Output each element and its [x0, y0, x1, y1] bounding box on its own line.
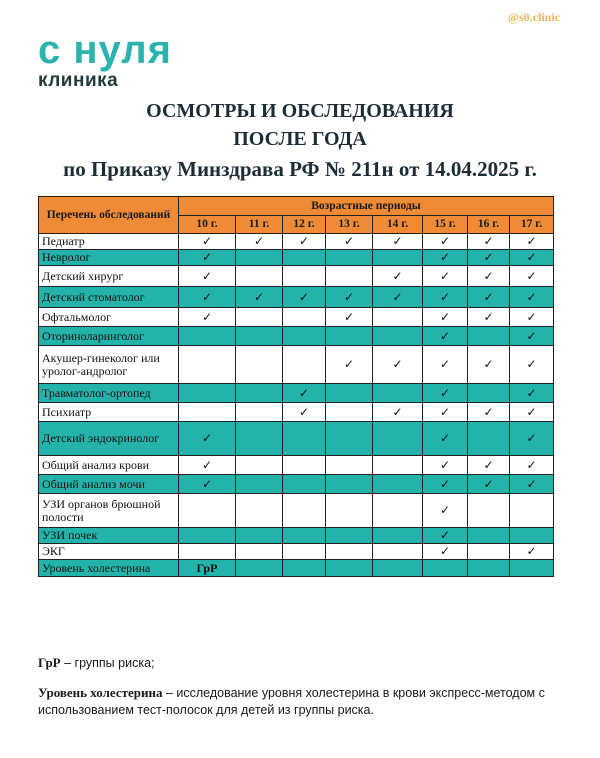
check-icon	[423, 234, 468, 250]
check-icon	[236, 287, 283, 308]
check-mark: ✓	[201, 476, 213, 491]
check-icon	[423, 250, 468, 266]
empty-cell	[373, 250, 423, 266]
empty-cell	[468, 384, 510, 403]
check-mark: ✓	[439, 250, 451, 264]
check-icon	[179, 308, 236, 327]
check-mark: ✓	[483, 457, 494, 472]
exam-name: Общий анализ мочи	[39, 475, 179, 494]
check-icon	[373, 287, 423, 308]
risk-group-mark	[179, 560, 236, 577]
check-icon	[423, 456, 468, 475]
check-mark: ✓	[343, 357, 355, 371]
exam-name: Травматолог-ортопед	[39, 384, 179, 403]
age-header: 15 г.	[423, 215, 468, 234]
empty-cell	[326, 560, 373, 577]
check-icon	[423, 346, 468, 384]
check-icon	[236, 234, 283, 250]
exam-name: Детский стоматолог	[39, 287, 179, 308]
table-row	[39, 403, 554, 422]
check-icon	[373, 266, 423, 287]
empty-cell	[236, 560, 283, 577]
empty-cell	[179, 403, 236, 422]
check-icon	[283, 384, 326, 403]
column-header-exams: Перечень обследований	[39, 197, 179, 234]
exam-name: УЗИ органов брюшной полости	[39, 494, 179, 528]
age-header: 14 г.	[373, 215, 423, 234]
check-mark: ✓	[253, 289, 265, 304]
exam-name: Невролог	[39, 250, 179, 266]
check-icon	[179, 456, 236, 475]
exam-name: Офтальмолог	[39, 308, 179, 327]
check-mark: ✓	[526, 357, 537, 371]
check-icon	[468, 266, 510, 287]
check-icon	[179, 266, 236, 287]
check-icon	[179, 250, 236, 266]
empty-cell	[326, 456, 373, 475]
check-icon	[326, 287, 373, 308]
empty-cell	[468, 560, 510, 577]
exam-schedule-table	[38, 196, 554, 577]
empty-cell	[283, 528, 326, 544]
check-icon	[510, 403, 554, 422]
empty-cell	[373, 528, 423, 544]
check-mark: ✓	[483, 404, 494, 419]
age-header: 10 г.	[179, 215, 236, 234]
check-icon	[179, 287, 236, 308]
check-icon	[179, 422, 236, 456]
empty-cell	[283, 422, 326, 456]
table-row	[39, 308, 554, 327]
empty-cell	[179, 346, 236, 384]
check-mark: ✓	[526, 268, 537, 283]
empty-cell	[510, 494, 554, 528]
check-mark: ✓	[439, 328, 451, 343]
table-row	[39, 234, 554, 250]
column-header-periods: Возрастные периоды	[179, 197, 554, 216]
check-mark: ✓	[439, 309, 451, 324]
check-mark: ✓	[201, 309, 213, 324]
empty-cell	[326, 422, 373, 456]
check-icon	[510, 544, 554, 560]
empty-cell	[283, 494, 326, 528]
check-mark: ✓	[439, 234, 451, 248]
check-mark: ✓	[439, 544, 451, 558]
check-icon	[423, 475, 468, 494]
check-mark: ✓	[526, 476, 537, 491]
check-icon	[510, 250, 554, 266]
empty-cell	[236, 403, 283, 422]
check-mark: ✓	[343, 309, 355, 324]
note-cholesterol-term: Уровень холестерина	[38, 685, 163, 700]
note-risk-group-term: ГрР	[38, 655, 61, 670]
check-icon	[510, 308, 554, 327]
empty-cell	[283, 475, 326, 494]
empty-cell	[326, 494, 373, 528]
empty-cell	[373, 494, 423, 528]
empty-cell	[326, 384, 373, 403]
check-mark: ✓	[201, 268, 213, 283]
risk-group-label: ГрР	[196, 560, 218, 575]
instagram-handle: @s0.clinic	[507, 10, 560, 24]
check-mark: ✓	[483, 309, 494, 324]
check-icon	[373, 234, 423, 250]
empty-cell	[179, 544, 236, 560]
age-header: 12 г.	[283, 215, 326, 234]
check-icon	[423, 422, 468, 456]
empty-cell	[179, 528, 236, 544]
check-icon	[283, 287, 326, 308]
exam-name: Уровень холестерина	[39, 560, 179, 577]
check-icon	[468, 475, 510, 494]
exam-name: Психиатр	[39, 403, 179, 422]
check-icon	[468, 403, 510, 422]
empty-cell	[179, 384, 236, 403]
empty-cell	[236, 250, 283, 266]
note-risk-group-text: – группы риска;	[60, 656, 155, 670]
check-mark: ✓	[201, 457, 213, 472]
empty-cell	[283, 250, 326, 266]
check-icon	[510, 422, 554, 456]
check-icon	[423, 528, 468, 544]
check-mark: ✓	[392, 357, 403, 371]
empty-cell	[510, 560, 554, 577]
check-mark: ✓	[343, 234, 355, 248]
exam-name: Акушер-гинеколог или уролог-андролог	[39, 346, 179, 384]
exam-name: УЗИ почек	[39, 528, 179, 544]
check-icon	[468, 250, 510, 266]
table-row	[39, 544, 554, 560]
empty-cell	[373, 384, 423, 403]
check-icon	[468, 234, 510, 250]
check-icon	[510, 475, 554, 494]
empty-cell	[236, 475, 283, 494]
check-mark: ✓	[439, 528, 451, 542]
check-icon	[510, 384, 554, 403]
empty-cell	[326, 250, 373, 266]
empty-cell	[373, 308, 423, 327]
check-mark: ✓	[201, 431, 213, 445]
note-cholesterol	[38, 684, 558, 719]
page-title-line3: по Приказу Минздрава РФ № 211н от 14.04.2025 г.	[63, 157, 537, 181]
check-mark: ✓	[526, 234, 537, 248]
table-row	[39, 528, 554, 544]
exam-name: Детский эндокринолог	[39, 422, 179, 456]
check-mark: ✓	[201, 250, 213, 264]
check-mark: ✓	[526, 431, 537, 445]
check-icon	[179, 234, 236, 250]
empty-cell	[373, 456, 423, 475]
table-row	[39, 456, 554, 475]
check-mark: ✓	[439, 457, 451, 472]
empty-cell	[373, 475, 423, 494]
table-row	[39, 422, 554, 456]
age-header: 16 г.	[468, 215, 510, 234]
empty-cell	[236, 346, 283, 384]
exam-name: Детский хирург	[39, 266, 179, 287]
check-mark: ✓	[526, 544, 537, 558]
empty-cell	[236, 266, 283, 287]
logo-sub-text: клиника	[38, 70, 119, 91]
empty-cell	[236, 528, 283, 544]
check-mark: ✓	[439, 476, 451, 491]
empty-cell	[326, 327, 373, 346]
check-mark: ✓	[201, 234, 213, 248]
check-mark: ✓	[392, 404, 403, 419]
check-icon	[423, 544, 468, 560]
check-mark: ✓	[439, 268, 451, 283]
table-row	[39, 287, 554, 308]
check-mark: ✓	[343, 289, 355, 304]
check-mark: ✓	[483, 250, 494, 264]
empty-cell	[326, 475, 373, 494]
check-icon	[468, 308, 510, 327]
note-risk-group	[38, 655, 155, 671]
clinic-logo	[38, 30, 172, 92]
table-row	[39, 346, 554, 384]
page-title-line2: ПОСЛЕ ГОДА	[233, 128, 367, 150]
check-mark: ✓	[483, 476, 494, 491]
check-mark: ✓	[526, 289, 537, 304]
empty-cell	[326, 266, 373, 287]
check-icon	[423, 494, 468, 528]
empty-cell	[283, 544, 326, 560]
check-mark: ✓	[439, 503, 451, 517]
check-icon	[373, 346, 423, 384]
empty-cell	[468, 494, 510, 528]
empty-cell	[179, 327, 236, 346]
empty-cell	[236, 327, 283, 346]
age-header: 11 г.	[236, 215, 283, 234]
check-icon	[510, 287, 554, 308]
check-mark: ✓	[526, 328, 537, 343]
check-icon	[468, 287, 510, 308]
check-mark: ✓	[298, 385, 310, 400]
empty-cell	[373, 327, 423, 346]
empty-cell	[179, 494, 236, 528]
check-mark: ✓	[298, 404, 310, 419]
empty-cell	[373, 422, 423, 456]
empty-cell	[283, 327, 326, 346]
empty-cell	[236, 456, 283, 475]
empty-cell	[468, 327, 510, 346]
empty-cell	[236, 308, 283, 327]
check-icon	[326, 308, 373, 327]
check-mark: ✓	[392, 268, 403, 283]
check-mark: ✓	[439, 289, 451, 304]
empty-cell	[236, 544, 283, 560]
check-mark: ✓	[526, 309, 537, 324]
check-mark: ✓	[526, 457, 537, 472]
check-mark: ✓	[483, 234, 494, 248]
check-icon	[510, 234, 554, 250]
check-mark: ✓	[483, 289, 494, 304]
empty-cell	[373, 560, 423, 577]
empty-cell	[468, 544, 510, 560]
exam-name: ЭКГ	[39, 544, 179, 560]
table-row	[39, 250, 554, 266]
check-icon	[468, 456, 510, 475]
check-mark: ✓	[483, 268, 494, 283]
table-row	[39, 266, 554, 287]
check-icon	[423, 287, 468, 308]
check-icon	[423, 266, 468, 287]
table-row	[39, 384, 554, 403]
check-icon	[423, 327, 468, 346]
check-icon	[179, 475, 236, 494]
check-icon	[510, 266, 554, 287]
empty-cell	[510, 528, 554, 544]
table-row	[39, 327, 554, 346]
check-mark: ✓	[392, 289, 403, 304]
check-mark: ✓	[392, 234, 403, 248]
empty-cell	[283, 560, 326, 577]
check-mark: ✓	[298, 234, 310, 248]
check-mark: ✓	[298, 289, 310, 304]
exam-name: Оториноларинголог	[39, 327, 179, 346]
empty-cell	[236, 422, 283, 456]
check-icon	[423, 308, 468, 327]
empty-cell	[326, 403, 373, 422]
check-icon	[373, 403, 423, 422]
note-cholesterol-text: – исследование уровня холестерина в крови экспресс-методом с использованием тест-полосок для детей из группы риска.	[38, 686, 545, 717]
empty-cell	[326, 544, 373, 560]
page-title-line1: ОСМОТРЫ И ОБСЛЕДОВАНИЯ	[146, 100, 454, 122]
empty-cell	[283, 346, 326, 384]
check-icon	[510, 327, 554, 346]
empty-cell	[326, 528, 373, 544]
exam-name: Общий анализ крови	[39, 456, 179, 475]
check-mark: ✓	[439, 404, 451, 419]
check-mark: ✓	[526, 404, 537, 419]
check-icon	[283, 403, 326, 422]
check-icon	[510, 346, 554, 384]
exam-name: Педиатр	[39, 234, 179, 250]
empty-cell	[373, 544, 423, 560]
table-row	[39, 494, 554, 528]
check-mark: ✓	[439, 357, 451, 371]
check-icon	[283, 234, 326, 250]
check-icon	[468, 346, 510, 384]
empty-cell	[423, 560, 468, 577]
check-icon	[510, 456, 554, 475]
check-mark: ✓	[439, 385, 451, 400]
age-header: 17 г.	[510, 215, 554, 234]
check-icon	[326, 234, 373, 250]
check-icon	[423, 403, 468, 422]
table-row	[39, 560, 554, 577]
check-mark: ✓	[439, 431, 451, 445]
check-mark: ✓	[253, 234, 265, 248]
check-icon	[326, 346, 373, 384]
empty-cell	[468, 528, 510, 544]
check-icon	[423, 384, 468, 403]
check-mark: ✓	[526, 385, 537, 400]
empty-cell	[283, 266, 326, 287]
empty-cell	[283, 308, 326, 327]
empty-cell	[236, 494, 283, 528]
check-mark: ✓	[201, 289, 213, 304]
check-mark: ✓	[483, 357, 494, 371]
empty-cell	[283, 456, 326, 475]
table-row	[39, 475, 554, 494]
empty-cell	[468, 422, 510, 456]
logo-main-text: с нуля	[38, 28, 172, 72]
age-header: 13 г.	[326, 215, 373, 234]
check-mark: ✓	[526, 250, 537, 264]
empty-cell	[236, 384, 283, 403]
